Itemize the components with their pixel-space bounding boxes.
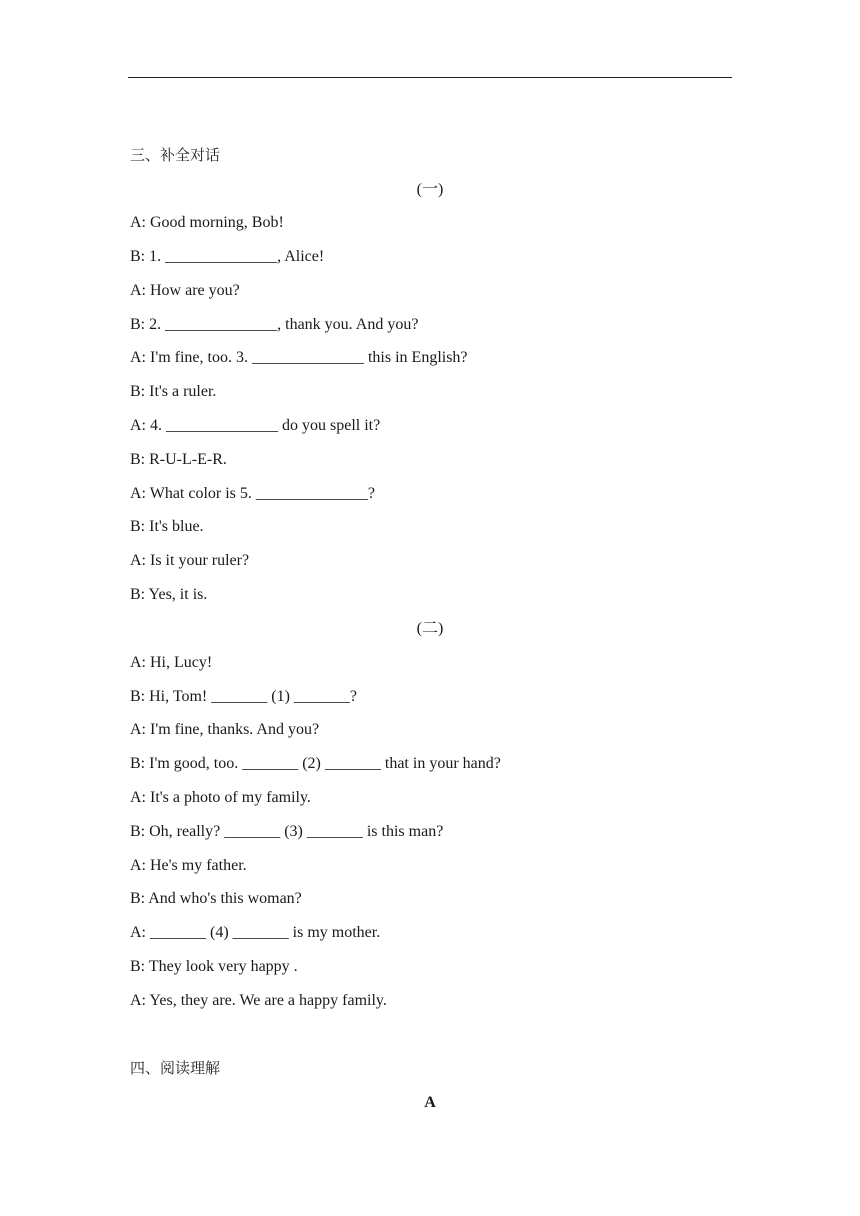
dialogue-line: A: He's my father.	[130, 857, 247, 874]
passage-a-label: A	[424, 1094, 436, 1111]
dialogue-line: A: It's a photo of my family.	[130, 789, 311, 806]
section-4-heading: 四、阅读理解	[130, 1059, 221, 1077]
header-rule	[128, 77, 732, 78]
dialogue-line: B: 2. ______________, thank you. And you?	[130, 316, 419, 333]
dialogue-line: B: I'm good, too. _______ (2) _______ that in your hand?	[130, 755, 501, 772]
dialogue-line: A: _______ (4) _______ is my mother.	[130, 924, 381, 941]
dialogue-line: B: It's blue.	[130, 518, 204, 535]
dialogue-line: B: And who's this woman?	[130, 890, 302, 907]
dialogue-line: A: Is it your ruler?	[130, 552, 250, 569]
dialogue-line: A: I'm fine, thanks. And you?	[130, 721, 320, 738]
dialogue-line: A: Hi, Lucy!	[130, 654, 213, 671]
dialogue-line: A: Good morning, Bob!	[130, 214, 284, 231]
dialogue-line: A: How are you?	[130, 282, 240, 299]
dialogue-line: B: They look very happy .	[130, 958, 298, 975]
dialogue-line: A: Yes, they are. We are a happy family.	[130, 992, 387, 1009]
dialogue-line: B: Yes, it is.	[130, 586, 208, 603]
dialogue-1-label: (一)	[416, 181, 444, 198]
dialogue-line: A: 4. ______________ do you spell it?	[130, 417, 381, 434]
dialogue-line: A: I'm fine, too. 3. ______________ this in English?	[130, 349, 468, 366]
dialogue-line: B: R-U-L-E-R.	[130, 451, 227, 468]
dialogue-line: B: Hi, Tom! _______ (1) _______?	[130, 688, 358, 705]
dialogue-line: B: It's a ruler.	[130, 383, 217, 400]
dialogue-line: B: Oh, really? _______ (3) _______ is this man?	[130, 823, 444, 840]
dialogue-2-label: (二)	[416, 620, 444, 637]
dialogue-line: A: What color is 5. ______________?	[130, 485, 376, 502]
dialogue-line: B: 1. ______________, Alice!	[130, 248, 325, 265]
section-3-heading: 三、补全对话	[130, 146, 221, 164]
